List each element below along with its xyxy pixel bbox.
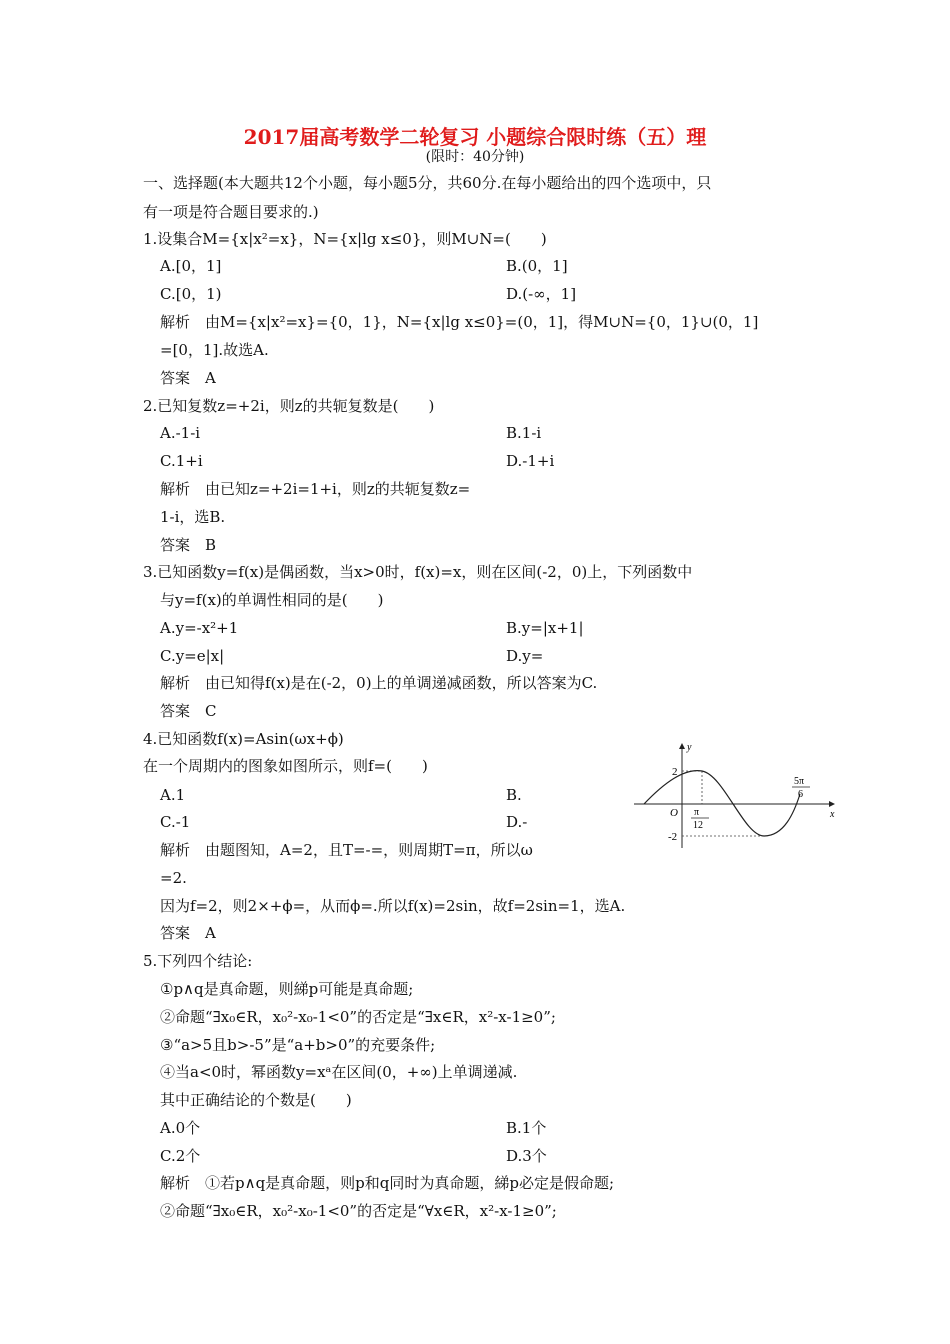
q1-option-a: A.[0，1] — [160, 257, 222, 275]
q3-option-a: A.y=-x²+1 — [160, 619, 239, 637]
q5-question: 其中正确结论的个数是( ) — [160, 1091, 352, 1109]
q4-analysis-line-3: 因为f=2，则2×+ϕ=，从而ϕ=.所以f(x)=2sin，故f=2sin=1，选A. — [160, 897, 626, 915]
q5-option-a: A.0个 — [160, 1119, 201, 1137]
q2-option-a: A.-1-i — [160, 424, 201, 442]
q3-option-d: D.y= — [506, 647, 544, 665]
q4-option-b: B. — [506, 786, 522, 804]
q4-stem-line-1: 4.已知函数f(x)=Asin(ωx+ϕ) — [143, 730, 344, 748]
y-axis-label: y — [687, 742, 692, 753]
q4-answer: 答案 A — [160, 924, 216, 942]
five-pi-over-6-den: 6 — [798, 789, 803, 800]
q5-statement-1: ①p∧q是真命题，则綈p可能是真命题; — [160, 980, 414, 998]
q5-option-b: B.1个 — [506, 1119, 547, 1137]
page-title: 2017届高考数学二轮复习 小题综合限时练（五）理 — [243, 125, 707, 149]
q3-analysis: 解析 由已知得f(x)是在(-2，0)上的单调递减函数，所以答案为C. — [160, 674, 598, 692]
q3-option-c: C.y=e|x| — [160, 647, 225, 665]
q5-stem: 5.下列四个结论: — [143, 952, 253, 970]
q5-option-c: C.2个 — [160, 1147, 201, 1165]
pi-over-12-den: 12 — [693, 820, 703, 831]
q4-option-a: A.1 — [160, 786, 186, 804]
five-pi-over-6-num: 5π — [794, 776, 805, 787]
q4-option-d: D.- — [506, 813, 528, 831]
q2-option-b: B.1-i — [506, 424, 542, 442]
q4-analysis-line-2: =2. — [160, 869, 187, 887]
q1-option-d: D.(-∞，1] — [506, 285, 577, 303]
q3-stem-line-2: 与y=f(x)的单调性相同的是( ) — [160, 591, 384, 609]
time-limit: (限时：40分钟) — [425, 149, 525, 165]
q5-statement-3: ③“a>5且b>-5”是“a+b>0”的充要条件; — [160, 1036, 436, 1054]
q1-analysis-line-1: 解析 由M={x|x²=x}={0，1}，N={x|lg x≤0}=(0，1]，得M∪N={0，1}∪(0，1] — [160, 313, 759, 331]
q1-stem: 1.设集合M={x|x²=x}，N={x|lg x≤0}，则M∪N=( ) — [143, 230, 547, 248]
section-intro-line-1: 一、选择题(本大题共12个小题，每小题5分，共60分.在每小题给出的四个选项中，只 — [143, 174, 712, 192]
q5-analysis-line-1: 解析 ①若p∧q是真命题，则p和q同时为真命题，綈p必定是假命题; — [160, 1174, 615, 1192]
q2-stem: 2.已知复数z=+2i，则z的共轭复数是( ) — [143, 397, 435, 415]
pi-over-12-num: π — [694, 807, 700, 818]
q1-option-c: C.[0，1) — [160, 285, 222, 303]
q4-stem-line-2: 在一个周期内的图象如图所示，则f=( ) — [143, 757, 428, 775]
q4-analysis-line-1: 解析 由题图知，A=2，且T=-=，则周期T=π，所以ω — [160, 841, 533, 859]
origin-label: O — [670, 807, 678, 819]
section-intro-line-2: 有一项是符合题目要求的.) — [143, 203, 319, 221]
q2-answer: 答案 B — [160, 536, 217, 554]
sine-graph — [634, 738, 840, 850]
q5-analysis-line-2: ②命题“∃x₀∈R，x₀²-x₀-1<0”的否定是“∀x∈R，x²-x-1≥0”; — [160, 1202, 557, 1220]
q4-option-c: C.-1 — [160, 813, 191, 831]
q5-statement-2: ②命题“∃x₀∈R，x₀²-x₀-1<0”的否定是“∃x∈R，x²-x-1≥0”; — [160, 1008, 556, 1026]
q5-option-d: D.3个 — [506, 1147, 547, 1165]
q2-analysis-line-1: 解析 由已知z=+2i=1+i，则z的共轭复数z= — [160, 480, 471, 498]
q2-analysis-line-2: 1-i，选B. — [160, 508, 226, 526]
q5-statement-4: ④当a<0时，幂函数y=xᵃ在区间(0，+∞)上单调递减. — [160, 1063, 518, 1081]
x-axis-label: x — [830, 809, 835, 820]
q1-answer: 答案 A — [160, 369, 216, 387]
sine-curve — [644, 771, 800, 836]
q3-answer: 答案 C — [160, 702, 217, 720]
q2-option-c: C.1+i — [160, 452, 203, 470]
min-label: -2 — [668, 831, 678, 843]
q2-option-d: D.-1+i — [506, 452, 555, 470]
max-label: 2 — [672, 766, 678, 778]
q3-option-b: B.y=|x+1| — [506, 619, 584, 637]
q1-option-b: B.(0，1] — [506, 257, 568, 275]
q3-stem-line-1: 3.已知函数y=f(x)是偶函数，当x>0时，f(x)=x，则在区间(-2，0)上，下列函数中 — [143, 563, 693, 581]
q1-analysis-line-2: =[0，1].故选A. — [160, 341, 269, 359]
